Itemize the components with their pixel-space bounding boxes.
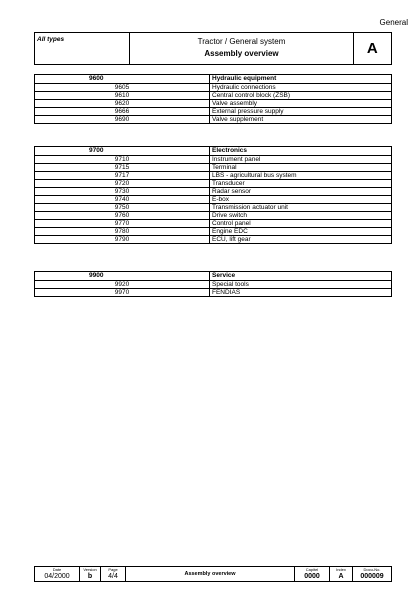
row-code: 9780	[35, 228, 210, 236]
table-row	[35, 164, 392, 172]
capitel-cell	[295, 567, 330, 582]
table-row	[35, 228, 392, 236]
docu-label: Docu-No.	[363, 567, 381, 572]
table-row	[35, 108, 392, 116]
table-row	[35, 116, 392, 124]
row-description: Engine EDC	[210, 228, 392, 236]
version-value: b	[87, 573, 93, 580]
group-title: Hydraulic equipment	[210, 75, 392, 84]
row-description: Instrument panel	[210, 156, 392, 164]
footer-doc-title: Assembly overview	[126, 567, 295, 582]
table-row	[35, 188, 392, 196]
group-title: Service	[210, 272, 392, 281]
group-code: 9900	[35, 272, 210, 281]
group-table-service	[34, 271, 392, 297]
group-table-hydraulic	[34, 74, 392, 124]
table-row	[35, 180, 392, 188]
row-description: LBS - agricultural bus system	[210, 172, 392, 180]
row-description: Terminal	[210, 164, 392, 172]
group-code: 9700	[35, 147, 210, 156]
row-description: Central control block (ZSB)	[210, 92, 392, 100]
row-code: 9666	[35, 108, 210, 116]
table-row	[35, 236, 392, 244]
row-code: 9740	[35, 196, 210, 204]
date-cell	[35, 567, 80, 582]
table-row	[35, 204, 392, 212]
row-code: 9790	[35, 236, 210, 244]
table-row	[35, 84, 392, 92]
group-header-row	[35, 272, 392, 281]
date-label: Date	[52, 567, 62, 572]
types-cell: All types	[35, 33, 130, 65]
document-footer	[34, 566, 392, 582]
row-code: 9710	[35, 156, 210, 164]
group-header-row	[35, 147, 392, 156]
group-title: Electronics	[210, 147, 392, 156]
index-value: A	[338, 573, 344, 580]
row-code: 9690	[35, 116, 210, 124]
table-row	[35, 172, 392, 180]
docu-value: 000009	[360, 573, 384, 580]
version-label: Version	[83, 567, 97, 572]
row-code: 9620	[35, 100, 210, 108]
table-row	[35, 289, 392, 297]
row-code: 9750	[35, 204, 210, 212]
capitel-label: Capitel	[305, 567, 319, 572]
row-description: Drive switch	[210, 212, 392, 220]
group-header-row	[35, 75, 392, 84]
table-row	[35, 196, 392, 204]
row-description: Valve assembly	[210, 100, 392, 108]
row-description: Transducer	[210, 180, 392, 188]
group-table-electronics	[34, 146, 392, 244]
row-code: 9610	[35, 92, 210, 100]
index-letter: A	[353, 33, 391, 65]
row-description: Transmission actuator unit	[210, 204, 392, 212]
page-cell	[101, 567, 126, 582]
table-row	[35, 212, 392, 220]
row-description: E-box	[210, 196, 392, 204]
table-row	[35, 92, 392, 100]
row-code: 9605	[35, 84, 210, 92]
row-code: 9720	[35, 180, 210, 188]
page-value: 4/4	[108, 573, 118, 580]
row-code: 9760	[35, 212, 210, 220]
row-description: External pressure supply	[210, 108, 392, 116]
index-cell	[330, 567, 353, 582]
row-code: 9717	[35, 172, 210, 180]
table-row	[35, 156, 392, 164]
document-subtitle: Assembly overview	[204, 49, 279, 58]
docu-cell	[353, 567, 392, 582]
row-description: Valve supplement	[210, 116, 392, 124]
row-code: 9715	[35, 164, 210, 172]
table-row	[35, 220, 392, 228]
row-description: ECU, lift gear	[210, 236, 392, 244]
row-code: 9970	[35, 289, 210, 297]
row-code: 9730	[35, 188, 210, 196]
row-description: Hydraulic connections	[210, 84, 392, 92]
row-description: FENDIAS	[210, 289, 392, 297]
page-label: Page	[108, 567, 118, 572]
table-row	[35, 281, 392, 289]
row-description: Special tools	[210, 281, 392, 289]
table-row	[35, 100, 392, 108]
row-code: 9770	[35, 220, 210, 228]
section-label: General	[379, 18, 408, 27]
index-label: Index	[336, 567, 346, 572]
title-cell	[130, 33, 353, 65]
document-title: Tractor / General system	[197, 37, 286, 46]
capitel-value: 0000	[304, 573, 320, 580]
date-value: 04/2000	[44, 573, 70, 580]
row-description: Control panel	[210, 220, 392, 228]
group-code: 9600	[35, 75, 210, 84]
version-cell	[80, 567, 101, 582]
document-header	[34, 32, 392, 65]
row-description: Radar sensor	[210, 188, 392, 196]
row-code: 9920	[35, 281, 210, 289]
